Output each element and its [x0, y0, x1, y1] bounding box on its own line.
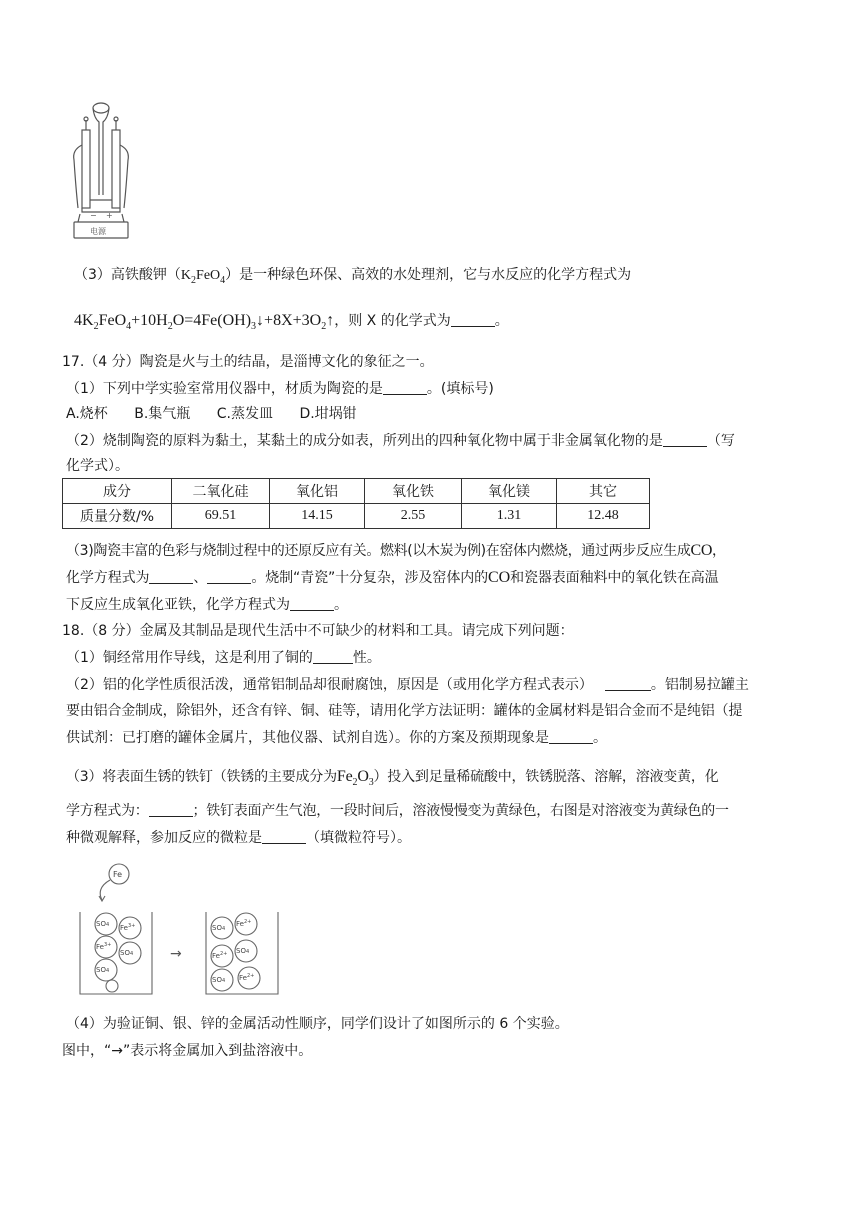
answer-blank[interactable]	[262, 829, 306, 844]
power-supply-label: 电源	[90, 227, 106, 236]
q18-part2-line1: （2）铝的化学性质很活泼，通常铝制品却很耐腐蚀，原因是（或用化学方程式表示） 。铝制易拉罐主	[66, 677, 749, 693]
sulfate-ion-label: SO4	[96, 966, 110, 974]
answer-blank[interactable]	[605, 676, 651, 691]
table-header-cell: 其它	[557, 479, 650, 504]
sulfate-ion-label: SO4	[212, 924, 226, 932]
q17-part3-line1: （3)陶瓷丰富的色彩与烧制过程中的还原反应有关。燃料(以木炭为例)在窑体内燃烧，通过两步反应生成CO，	[66, 542, 726, 559]
table-cell: 1.31	[462, 504, 557, 529]
q17-part3-line3: 下反应生成氧化亚铁，化学方程式为 。	[66, 597, 348, 613]
table-header-row	[63, 479, 650, 504]
option-d: D.坩埚钳	[299, 406, 357, 422]
q18-part2-line3: 供试剂：已打磨的罐体金属片，其他仪器、试剂自选）。你的方案及预期现象是 。	[66, 730, 607, 746]
q17-part3-line2: 化学方程式为 、 。烧制“青瓷”十分复杂，涉及窑体内的CO和瓷器表面釉料中的氧化铁在高温	[66, 569, 719, 586]
clay-composition-table	[62, 478, 650, 529]
answer-blank[interactable]	[313, 649, 353, 664]
minus-sign: −	[90, 211, 97, 220]
answer-blank[interactable]	[207, 569, 251, 584]
q16-part3-equation: $4K_2FeO_4+10H_2O=4Fe(OH)_3↓+8X+3O_2↑$，则 X 的化学式为 。	[74, 312, 509, 332]
q18-part2-line2: 要由铝合金制成，除铝外，还含有锌、铜、硅等，请用化学方法证明：罐体的金属材料是铝合金而不是纯铝（提	[66, 703, 743, 719]
table-cell: 12.48	[557, 504, 650, 529]
sulfate-ion-label: SO4	[236, 947, 250, 955]
answer-blank[interactable]	[290, 596, 334, 611]
electrolysis-apparatus-figure	[68, 100, 138, 242]
q16-part3-line1: （3）高铁酸钾$(K_2FeO_4)$是一种绿色环保、高效的水处理剂，它与水反应的化学方程式为	[74, 267, 632, 286]
q17-part1: （1）下列中学实验室常用仪器中，材质为陶瓷的是 。(填标号)	[66, 381, 494, 397]
answer-blank[interactable]	[149, 802, 193, 817]
table-header-cell: 成分	[63, 479, 172, 504]
plus-sign: +	[106, 211, 113, 220]
table-header-cell: 氧化铝	[270, 479, 365, 504]
option-b: B.集气瓶	[134, 406, 191, 422]
q17-part2-line1: （2）烧制陶瓷的原料为黏土，某黏土的成分如表，所列出的四种氧化物中属于非金属氧化物的是 （写	[66, 433, 735, 449]
fe-atom-label: Fe	[113, 870, 123, 879]
q18-part3-line1: （3）将表面生锈的铁钉（铁锈的主要成分为$Fe_2O_3$）投入到足量稀硫酸中，铁锈脱落、溶解，溶液变黄，化	[66, 768, 719, 788]
option-a: A.烧杯	[66, 406, 108, 422]
answer-blank[interactable]	[383, 380, 427, 395]
answer-blank[interactable]	[149, 569, 193, 584]
table-header-cell: 氧化镁	[462, 479, 557, 504]
answer-blank[interactable]	[663, 432, 707, 447]
ferrous-ion-label: $Fe^{2+}$	[236, 919, 252, 928]
process-arrow: →	[170, 946, 182, 962]
q17-options	[66, 403, 357, 423]
answer-blank[interactable]	[549, 729, 593, 744]
ferric-ion-label: $Fe^{3+}$	[96, 942, 112, 951]
ferrous-ion-label: $Fe^{2+}$	[212, 951, 228, 960]
table-cell: 2.55	[365, 504, 462, 529]
table-header-cell: 二氧化硅	[172, 479, 270, 504]
sulfate-ion-label: SO4	[120, 949, 134, 957]
table-row	[63, 504, 650, 529]
q18-title: 18.（8 分）金属及其制品是现代生活中不可缺少的材料和工具。请完成下列问题：	[62, 623, 574, 639]
q18-part3-line3: 种微观解释，参加反应的微粒是 （填微粒符号）。	[66, 830, 411, 846]
q17-title: 17.（4 分）陶瓷是火与土的结晶，是淄博文化的象征之一。	[62, 354, 434, 370]
q17-part2-line2: 化学式）。	[66, 458, 129, 474]
ferrous-ion-label: $Fe^{2+}$	[239, 973, 255, 982]
answer-blank[interactable]	[451, 312, 495, 327]
sulfate-ion-label: SO4	[212, 976, 226, 984]
table-row-label: 质量分数/%	[63, 504, 172, 529]
option-c: C.蒸发皿	[216, 406, 273, 422]
table-cell: 14.15	[270, 504, 365, 529]
q18-part4-line1: （4）为验证铜、银、锌的金属活动性顺序，同学们设计了如图所示的 6 个实验。	[66, 1016, 569, 1032]
q18-part1: （1）铜经常用作导线，这是利用了铜的 性。	[66, 650, 381, 666]
sulfate-ion-label: SO4	[96, 920, 110, 928]
q18-part3-line2: 学方程式为： ；铁钉表面产生气泡，一段时间后，溶液慢慢变为黄绿色，右图是对溶液变为黄绿色的一	[66, 803, 729, 819]
ferric-ion-label: $Fe^{3+}$	[120, 923, 136, 932]
table-cell: 69.51	[172, 504, 270, 529]
q18-part4-line2: 图中，“→”表示将金属加入到盐溶液中。	[62, 1043, 313, 1059]
particle-reaction-figure	[74, 860, 284, 1000]
table-header-cell: 氧化铁	[365, 479, 462, 504]
